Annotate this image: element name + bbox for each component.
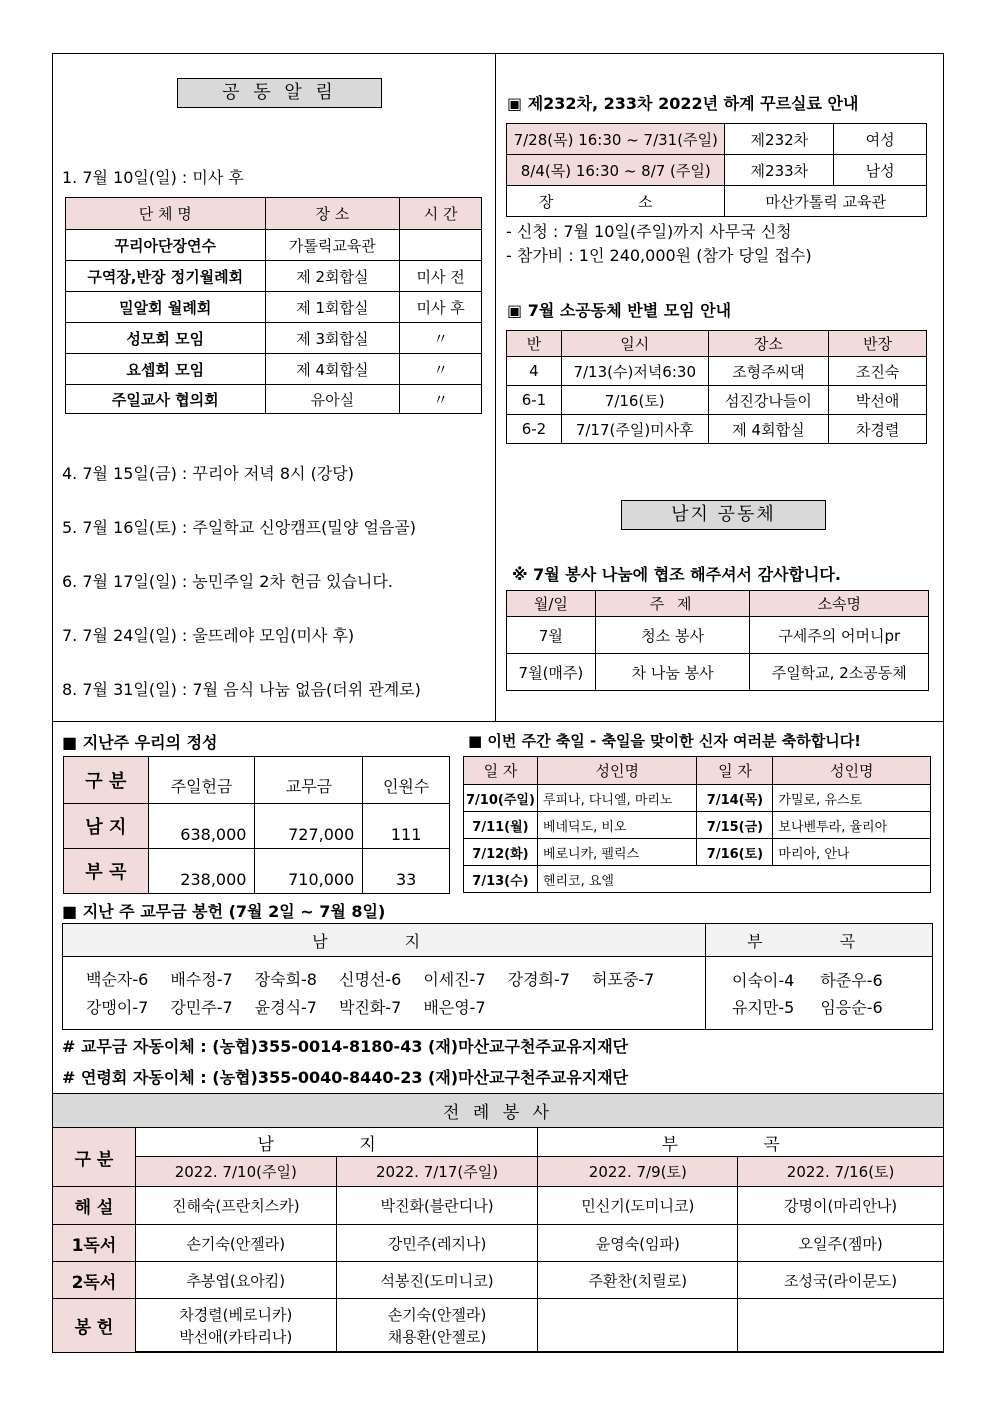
cell: 강명이(마리안나) — [738, 1187, 944, 1225]
table-row — [507, 415, 927, 444]
liturgy-table — [52, 1093, 944, 1353]
retreat-date: 7/28(목) 16:30 ~ 7/31(주일) — [507, 124, 725, 155]
small-community-table — [506, 330, 927, 444]
offering-table — [63, 756, 450, 894]
col-header: 반 — [507, 331, 562, 357]
group-time: 미사 후 — [400, 292, 482, 323]
cell: 제 4회합실 — [708, 415, 829, 444]
group-place: 제 3회합실 — [265, 323, 400, 354]
cell: 33 — [363, 849, 450, 894]
cell: 박진화(블란디나) — [336, 1187, 538, 1225]
cell: 638,000 — [148, 804, 255, 849]
cell: 섬진강나들이 — [708, 386, 829, 415]
table-row — [64, 804, 450, 849]
cell — [135, 1299, 336, 1353]
notice-item-5: 5. 7월 16일(토) : 주일학교 신앙캠프(밀양 얼음골) — [62, 518, 416, 537]
table-row — [507, 124, 927, 155]
table-row — [66, 385, 482, 414]
offertory-name: 차경렬(베로니카) — [179, 1305, 293, 1324]
cell: 727,000 — [255, 804, 363, 849]
dues-entry: 유지만-5 — [732, 998, 795, 1017]
cell: 710,000 — [255, 849, 363, 894]
group-time: 미사 전 — [400, 261, 482, 292]
table-row — [66, 230, 482, 261]
cell: 청소 봉사 — [595, 617, 750, 654]
small-community-title: ▣ 7월 소공동체 반별 모임 안내 — [507, 301, 732, 320]
dues-entry: 이세진-7 — [423, 970, 486, 989]
dues-entry: 박진화-7 — [338, 998, 402, 1017]
table-row — [464, 866, 931, 893]
feast-saints: 베네딕도, 비오 — [537, 812, 697, 839]
table-row — [464, 812, 931, 839]
col-header: 시 간 — [400, 198, 482, 230]
dues-entry: 허포중-7 — [591, 970, 655, 989]
dues-entry: 이숙이-4 — [732, 971, 795, 990]
cell: 6-2 — [507, 415, 562, 444]
service-table — [506, 590, 929, 691]
cell: 238,000 — [148, 849, 255, 894]
table-row — [53, 1225, 944, 1262]
col-header: 성인명 — [537, 757, 697, 785]
dues-bugok-line-2 — [732, 995, 905, 1018]
dues-title: ■ 지난 주 교무금 봉헌 (7월 2일 ~ 7월 8일) — [62, 902, 386, 921]
common-notice-title: 공 동 알 림 — [177, 78, 382, 108]
liturgy-role: 봉 헌 — [53, 1299, 136, 1353]
notice-item-4: 4. 7월 15일(금) : 꾸리아 저녁 8시 (강당) — [62, 464, 354, 483]
retreat-note-2: - 참가비 : 1인 240,000원 (참가 당일 접수) — [506, 246, 812, 265]
cell: 7월(매주) — [507, 654, 596, 691]
cell: 6-1 — [507, 386, 562, 415]
table-row — [464, 839, 931, 866]
notice-item-8: 8. 7월 31일(일) : 7월 음식 나눔 없음(더위 관계로) — [62, 680, 421, 699]
group-name: 주일교사 협의회 — [66, 385, 266, 414]
group-place: 제 4회합실 — [265, 354, 400, 385]
retreat-gender: 여성 — [834, 124, 927, 155]
liturgy-role: 1독서 — [53, 1225, 136, 1262]
dues-entry: 강민주-7 — [170, 998, 233, 1017]
table-row — [507, 386, 927, 415]
dues-namji-line-1 — [86, 967, 676, 990]
dues-namji-line-2 — [86, 995, 508, 1018]
table-row — [507, 155, 927, 186]
table-row — [66, 292, 482, 323]
cell: 7월 — [507, 617, 596, 654]
feast-saints: 보나벤투라, 율리아 — [773, 812, 931, 839]
liturgy-date: 2022. 7/17(주일) — [336, 1157, 538, 1187]
dues-entry: 배은영-7 — [423, 998, 486, 1017]
dues-entry: 백순자-6 — [86, 970, 149, 989]
cell: 진해숙(프란치스카) — [135, 1187, 336, 1225]
cell: 강민주(레지나) — [336, 1225, 538, 1262]
col-header: 반장 — [829, 331, 927, 357]
table-row — [464, 785, 931, 812]
table-row — [53, 1187, 944, 1225]
liturgy-title: 전 례 봉 사 — [53, 1094, 944, 1128]
feast-saints: 마리아, 안나 — [773, 839, 931, 866]
col-header: 단 체 명 — [66, 198, 266, 230]
cell — [738, 1299, 944, 1353]
offertory-name: 채용환(안젤로) — [387, 1327, 487, 1346]
table-row — [53, 1299, 944, 1353]
dues-entry: 신명선-6 — [338, 970, 402, 989]
feast-date: 7/10(주일) — [464, 785, 538, 812]
feast-saints: 헨리코, 요엘 — [537, 866, 930, 893]
table-row — [64, 849, 450, 894]
cell: 석봉진(도미니코) — [336, 1262, 538, 1299]
cell: 조형주씨댁 — [708, 357, 829, 386]
feast-date: 7/12(화) — [464, 839, 538, 866]
col-header: 일 자 — [464, 757, 538, 785]
namji-community-title: 남지 공동체 — [621, 500, 826, 530]
auto-transfer-dues: # 교무금 자동이체 : (농협)355-0014-8180-43 (재)마산교구천주교유지재단 — [62, 1037, 629, 1056]
group-place: 제 1회합실 — [265, 292, 400, 323]
cell: 윤영숙(임파) — [538, 1225, 738, 1262]
liturgy-date: 2022. 7/9(토) — [538, 1157, 738, 1187]
liturgy-namji: 남 지 — [135, 1128, 538, 1157]
table-row — [507, 357, 927, 386]
table-row — [507, 617, 929, 654]
liturgy-role: 해 설 — [53, 1187, 136, 1225]
cell: 111 — [363, 804, 450, 849]
feast-date: 7/13(수) — [464, 866, 538, 893]
retreat-table — [506, 123, 927, 217]
offertory-name: 손기숙(안젤라) — [387, 1305, 487, 1324]
col-header: 일시 — [561, 331, 708, 357]
feast-saints: 베로니카, 펠릭스 — [537, 839, 697, 866]
row-label: 부 곡 — [64, 849, 149, 894]
table-row — [53, 1262, 944, 1299]
col-header: 인원수 — [363, 757, 450, 804]
cell: 주환찬(치릴로) — [538, 1262, 738, 1299]
place-label: 장 소 — [507, 186, 725, 217]
offering-title: ■ 지난주 우리의 정성 — [62, 733, 218, 752]
group-place: 가톨릭교육관 — [265, 230, 400, 261]
group-place: 유아실 — [265, 385, 400, 414]
group-time: 〃 — [400, 385, 482, 414]
cell: 민신기(도미니코) — [538, 1187, 738, 1225]
table-row — [66, 261, 482, 292]
feast-date: 7/15(금) — [697, 812, 773, 839]
group-time: 〃 — [400, 323, 482, 354]
notice-item-1: 1. 7월 10일(일) : 미사 후 — [62, 168, 244, 187]
group-name: 구역장,반장 정기월례회 — [66, 261, 266, 292]
dues-entry: 강경희-7 — [507, 970, 570, 989]
dues-entry: 윤경식-7 — [254, 998, 317, 1017]
col-header: 주 제 — [595, 591, 750, 617]
dues-entry: 배수정-7 — [170, 970, 233, 989]
liturgy-gubun: 구 분 — [53, 1128, 136, 1187]
column-divider — [495, 53, 496, 721]
retreat-date: 8/4(목) 16:30 ~ 8/7 (주일) — [507, 155, 725, 186]
place-value: 마산가톨릭 교육관 — [725, 186, 927, 217]
auto-transfer-funeral: # 연령회 자동이체 : (농협)355-0040-8440-23 (재)마산교구천주교유지재단 — [62, 1068, 629, 1087]
dues-bugok-header: 부 곡 — [706, 924, 933, 957]
col-header: 소속명 — [750, 591, 929, 617]
cell: 오일주(젬마) — [738, 1225, 944, 1262]
group-time — [400, 230, 482, 261]
col-header: 월/일 — [507, 591, 596, 617]
group-name: 성모회 모임 — [66, 323, 266, 354]
dues-bugok-line-1 — [732, 968, 905, 991]
cell: 조성국(라이문도) — [738, 1262, 944, 1299]
retreat-note-1: - 신청 : 7월 10일(주일)까지 사무국 신청 — [506, 222, 792, 241]
table-row — [66, 323, 482, 354]
feast-saints: 루피나, 다니엘, 마리노 — [537, 785, 697, 812]
group-name: 밀알회 월례회 — [66, 292, 266, 323]
dues-entry: 임응순-6 — [820, 998, 883, 1017]
group-name: 꾸리아단장연수 — [66, 230, 266, 261]
liturgy-role: 2독서 — [53, 1262, 136, 1299]
thanks-note: ※ 7월 봉사 나눔에 협조 해주셔서 감사합니다. — [512, 565, 841, 584]
notice-item-7: 7. 7월 24일(일) : 울뜨레야 모임(미사 후) — [62, 626, 355, 645]
col-header: 교무금 — [255, 757, 363, 804]
cell: 주일학교, 2소공동체 — [750, 654, 929, 691]
group-time: 〃 — [400, 354, 482, 385]
dues-entry: 장숙희-8 — [254, 970, 317, 989]
cell: 조진숙 — [829, 357, 927, 386]
notice-item-6: 6. 7월 17일(일) : 농민주일 2차 헌금 있습니다. — [62, 572, 393, 591]
feast-date: 7/11(월) — [464, 812, 538, 839]
retreat-gender: 남성 — [834, 155, 927, 186]
cell: 박선애 — [829, 386, 927, 415]
dues-entry: 강맹이-7 — [86, 998, 149, 1017]
groups-table — [65, 197, 482, 414]
retreat-session: 제233차 — [725, 155, 834, 186]
section-divider — [52, 721, 944, 722]
col-header: 장소 — [708, 331, 829, 357]
cell: 구세주의 어머니pr — [750, 617, 929, 654]
cell: 손기숙(안젤라) — [135, 1225, 336, 1262]
cell: 차경렬 — [829, 415, 927, 444]
cell: 4 — [507, 357, 562, 386]
row-label: 남 지 — [64, 804, 149, 849]
col-header: 장 소 — [265, 198, 400, 230]
col-header: 일 자 — [697, 757, 773, 785]
table-row — [507, 654, 929, 691]
group-place: 제 2회합실 — [265, 261, 400, 292]
group-name: 요셉회 모임 — [66, 354, 266, 385]
liturgy-bugok: 부 곡 — [538, 1128, 944, 1157]
retreat-title: ▣ 제232차, 233차 2022년 하계 꾸르실료 안내 — [507, 94, 859, 113]
cell: 추봉엽(요아킴) — [135, 1262, 336, 1299]
col-header: 주일헌금 — [148, 757, 255, 804]
feast-saints: 가밀로, 유스토 — [773, 785, 931, 812]
feast-date: 7/14(목) — [697, 785, 773, 812]
feast-title: ■ 이번 주간 축일 - 축일을 맞이한 신자 여러분 축하합니다! — [468, 732, 862, 750]
col-header: 구 분 — [64, 757, 149, 804]
dues-entry: 하준우-6 — [820, 971, 883, 990]
table-row — [66, 354, 482, 385]
feast-date: 7/16(토) — [697, 839, 773, 866]
table-row — [507, 186, 927, 217]
offertory-name: 박선애(카타리나) — [179, 1327, 293, 1346]
cell — [336, 1299, 538, 1353]
retreat-session: 제232차 — [725, 124, 834, 155]
col-header: 성인명 — [773, 757, 931, 785]
cell: 7/16(토) — [561, 386, 708, 415]
cell: 7/17(주일)미사후 — [561, 415, 708, 444]
liturgy-date: 2022. 7/10(주일) — [135, 1157, 336, 1187]
liturgy-date: 2022. 7/16(토) — [738, 1157, 944, 1187]
cell: 차 나눔 봉사 — [595, 654, 750, 691]
cell — [538, 1299, 738, 1353]
cell: 7/13(수)저녁6:30 — [561, 357, 708, 386]
feast-table — [463, 756, 931, 893]
dues-namji-header: 남 지 — [63, 924, 706, 957]
